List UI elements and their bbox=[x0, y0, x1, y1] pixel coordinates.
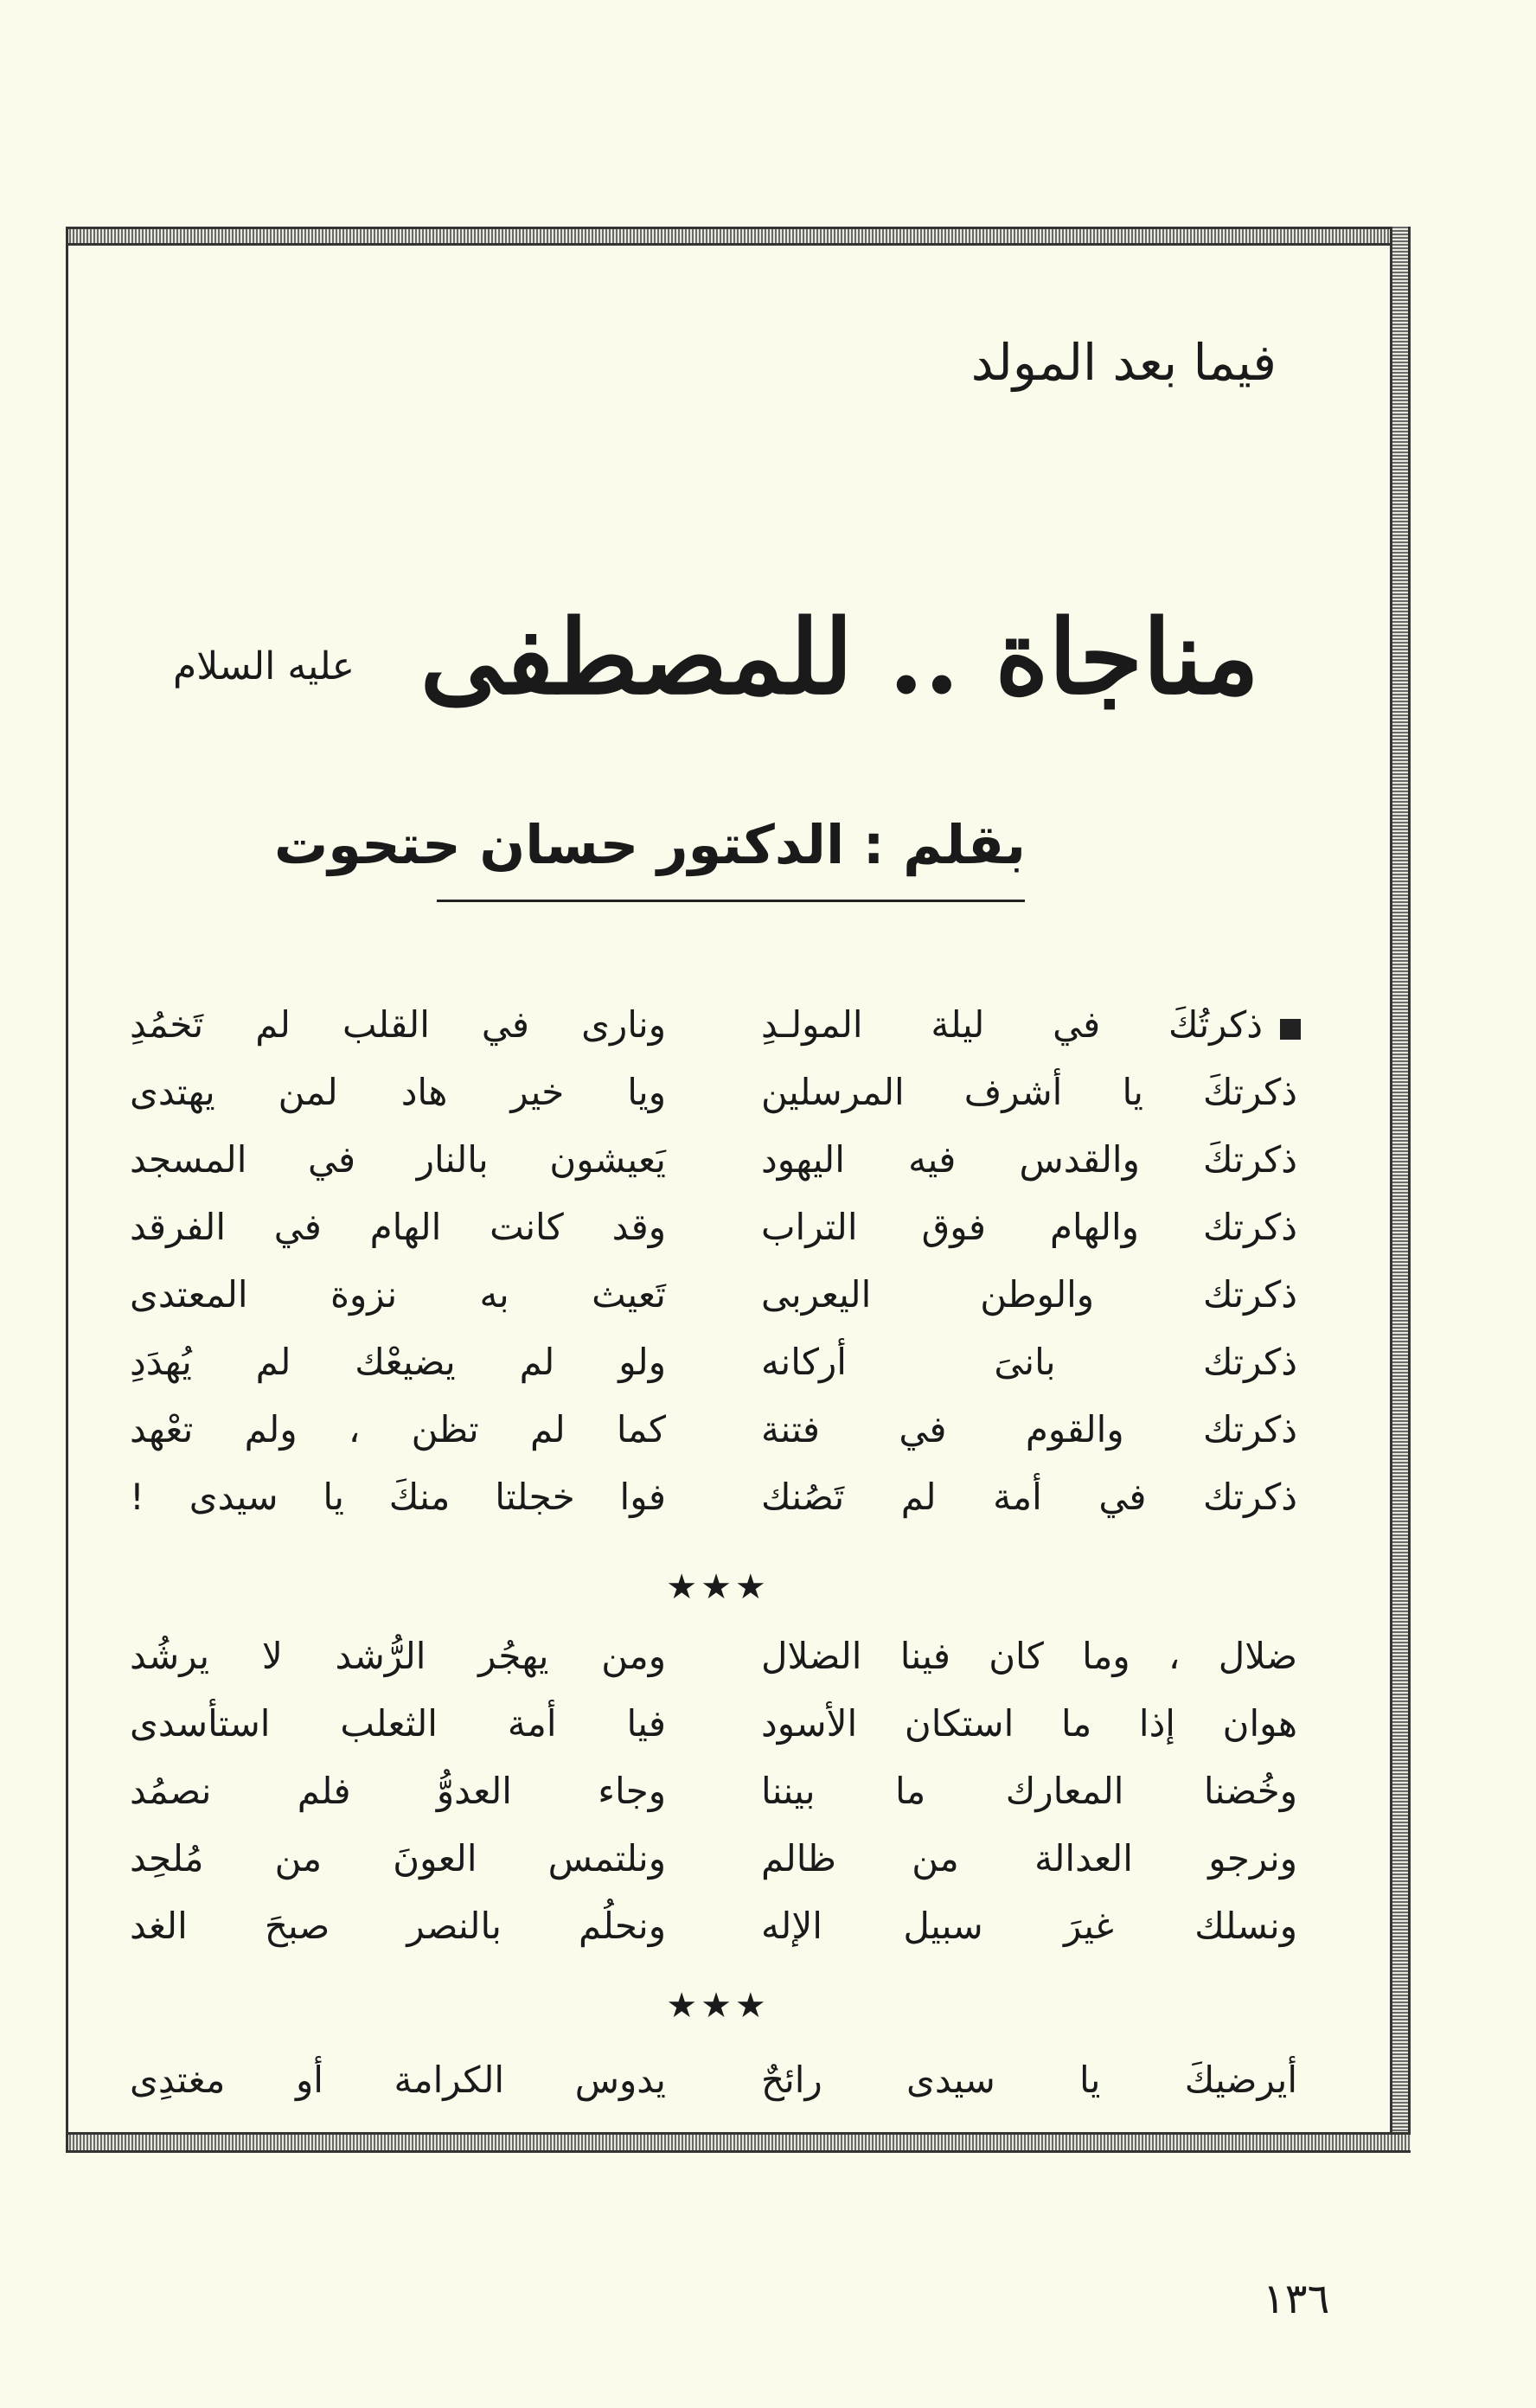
verse-left: ولو لم يضيعْك لم يُهدَدِ bbox=[130, 1341, 666, 1383]
verse-line bbox=[130, 2059, 1297, 2119]
verse-line bbox=[130, 1408, 1297, 1469]
frame-top-border bbox=[66, 227, 1411, 246]
frame-right-border bbox=[1390, 227, 1411, 2153]
verse-left: وقد كانت الهام في الفرقد bbox=[130, 1206, 666, 1248]
verse-left: وجاء العدوُّ فلم نصمُد bbox=[130, 1770, 666, 1812]
verse-line bbox=[130, 1206, 1297, 1266]
title-suffix: عليه السلام bbox=[173, 644, 355, 688]
verse-line bbox=[130, 1635, 1297, 1695]
verse-right: ونرجو العدالة من ظالم bbox=[761, 1837, 1297, 1880]
verse-line bbox=[130, 1003, 1297, 1064]
verse-left: فيا أمة الثعلب استأسدى bbox=[130, 1702, 666, 1745]
page-title: مناجاة .. للمصطفى bbox=[419, 597, 1259, 717]
byline-underline bbox=[437, 900, 1025, 902]
verse-line bbox=[130, 1837, 1297, 1898]
verse-line bbox=[130, 1138, 1297, 1199]
verse-right: ذكرتكَ والقدس فيه اليهود bbox=[761, 1138, 1297, 1181]
verse-right: ضلال ، وما كان فينا الضلال bbox=[761, 1635, 1297, 1677]
verse-left: ويا خير هاد لمن يهتدى bbox=[130, 1071, 666, 1113]
verse-right: ذكرتك بانىَ أركانه bbox=[761, 1341, 1297, 1383]
verse-right: ذكرتُكَ في ليلة المولـدِ bbox=[761, 1003, 1263, 1046]
verse-line bbox=[130, 1273, 1297, 1334]
verse-right: ذكرتك في أمة لم تَصُنك bbox=[761, 1476, 1297, 1518]
verse-line bbox=[130, 1071, 1297, 1131]
verse-left: تَعيث به نزوة المعتدى bbox=[130, 1273, 666, 1316]
page-number: ١٣٦ bbox=[1263, 2275, 1330, 2323]
stanza-separator: ★★★ bbox=[666, 1567, 770, 1607]
frame-bottom-border bbox=[66, 2132, 1411, 2153]
verse-line bbox=[130, 1905, 1297, 1965]
verse-right: ذكرتك والوطن اليعربى bbox=[761, 1273, 1297, 1316]
verse-line bbox=[130, 1476, 1297, 1536]
verse-right: ذكرتك والهام فوق التراب bbox=[761, 1206, 1297, 1248]
verse-left: فوا خجلتا منكَ يا سيدى ! bbox=[130, 1476, 666, 1518]
verse-left: ونلتمس العونَ من مُلحِد bbox=[130, 1837, 666, 1880]
verse-right: ذكرتك والقوم في فتنة bbox=[761, 1408, 1297, 1451]
verse-right: ونسلك غيرَ سبيل الإله bbox=[761, 1905, 1297, 1947]
author-byline: بقلم : الدكتور حسان حتحوت bbox=[273, 813, 1026, 876]
verse-right: هوان إذا ما استكان الأسود bbox=[761, 1702, 1297, 1745]
stanza-separator: ★★★ bbox=[666, 1986, 770, 2026]
section-heading: فيما بعد المولد bbox=[970, 333, 1277, 392]
verse-right: أيرضيكَ يا سيدى رائحٌ bbox=[761, 2059, 1297, 2101]
verse-left: ومن يهجُر الرُّشد لا يرشُد bbox=[130, 1635, 666, 1677]
frame-left-border bbox=[66, 227, 68, 2153]
verse-left: يدوس الكرامة أو مغتدِى bbox=[130, 2059, 666, 2101]
verse-right: وخُضنا المعارك ما بيننا bbox=[761, 1770, 1297, 1812]
verse-line bbox=[130, 1770, 1297, 1830]
verse-line bbox=[130, 1702, 1297, 1763]
verse-left: كما لم تظن ، ولم تعْهد bbox=[130, 1408, 666, 1451]
verse-left: ونارى في القلب لم تَخمُدِ bbox=[130, 1003, 666, 1046]
verse-left: ونحلُم بالنصر صبحَ الغد bbox=[130, 1905, 666, 1947]
verse-line bbox=[130, 1341, 1297, 1401]
verse-right: ذكرتكَ يا أشرف المرسلين bbox=[761, 1071, 1297, 1113]
verse-left: يَعيشون بالنار في المسجد bbox=[130, 1138, 666, 1181]
